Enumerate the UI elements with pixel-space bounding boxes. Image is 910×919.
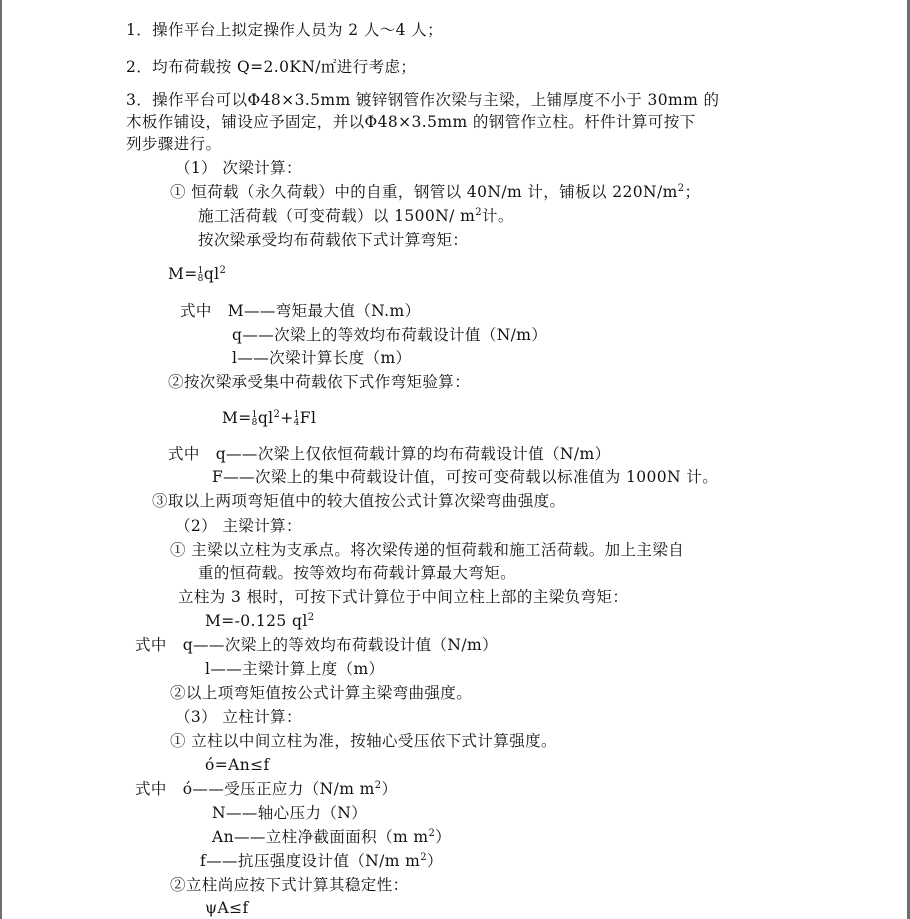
formula-stress: ó=An≤f [205,756,270,774]
symbol-def-l: l——次梁计算长度（m） [232,349,412,367]
main-beam-line-2: 重的恒荷载。按等效均布荷载计算最大弯矩。 [198,564,517,582]
fraction-one-eighth: 1 8 [197,266,204,284]
item-3-line-2: 木板作铺设，铺设应予固定，并以Φ48×3.5mm 的钢管作立柱。杆件计算可按下 [126,113,696,131]
symbol-def-q-main: 式中 q——次梁上的等效均布荷载设计值（N/m） [135,636,499,654]
main-beam-line-1: ① 主梁以立柱为支承点。将次梁传递的恒荷载和施工活荷载。加上主梁自 [170,541,685,559]
formula-moment-uniform: M= 1 8 $ql^2$ [168,264,227,284]
item-3-line-1: 3．操作平台可以Φ48×3.5mm 镀锌钢管作次梁与主梁，上铺厚度不小于 30mm 的 [126,91,720,109]
item-2: 2．均布荷载按 Q=2.0KN/㎡进行考虑； [126,58,417,76]
uniform-load-note: 按次梁承受均布荷载依下式计算弯矩： [198,231,469,249]
formula-stability: ψA≤f [205,899,249,917]
symbol-def-sigma: 式中 ó——受压正应力（N/m $m^2$） [135,779,398,798]
column-line-1: ① 立柱以中间立柱为准，按轴心受压依下式计算强度。 [170,732,557,750]
symbol-def-N: N——轴心压力（N） [212,804,368,822]
main-beam-strength-note: ②以上项弯矩值按公式计算主梁弯曲强度。 [170,684,473,702]
formula-moment-concentrated: M= 1 8 $ql^2+$ 1 4 Fl [222,408,317,428]
formula-negative-moment: M=-0.125 $ql^2$ [205,611,315,630]
live-load-line: 施工活荷载（可变荷载）以 1500N/ $m^2$计。 [198,206,514,225]
symbol-def-An: An——立柱净截面面积（m $m^2$） [212,827,452,846]
section-main-beam-heading: （2） 主梁计算： [175,517,302,535]
symbol-def-q: q——次梁上的等效均布荷载设计值（N/m） [232,326,548,344]
stability-note: ②立柱尚应按下式计算其稳定性： [170,876,409,894]
section-column-heading: （3） 立柱计算： [175,708,302,726]
three-columns-note: 立柱为 3 根时，可按下式计算位于中间立柱上部的主梁负弯矩： [178,588,629,606]
viewer-left-border [0,0,2,919]
symbol-def-M: 式中 M——弯矩最大值（N.m） [180,302,421,320]
item-3-line-3: 列步骤进行。 [126,135,222,153]
symbol-def-F: F——次梁上的集中荷载设计值，可按可变荷载以标准值为 1000N 计。 [212,468,719,486]
concentrated-load-check: ②按次梁承受集中荷载依下式作弯矩验算： [168,373,471,391]
item-1: 1．操作平台上拟定操作人员为 2 人～4 人； [126,21,444,39]
section-secondary-beam-heading: （1） 次梁计算： [175,159,302,177]
symbol-def-q-dead: 式中 q——次梁上仅依恒荷载计算的均布荷载设计值（N/m） [168,445,611,463]
dead-load-line: ① 恒荷载（永久荷载）中的自重，钢管以 40N/m 计，铺板以 $220N/m^2$； [170,182,701,201]
bending-strength-note: ③取以上两项弯矩值中的较大值按公式计算次梁弯曲强度。 [152,492,566,510]
symbol-def-f: f——抗压强度设计值（N/m $m^2$） [200,851,443,870]
symbol-def-l-main: l——主梁计算上度（m） [205,660,385,678]
